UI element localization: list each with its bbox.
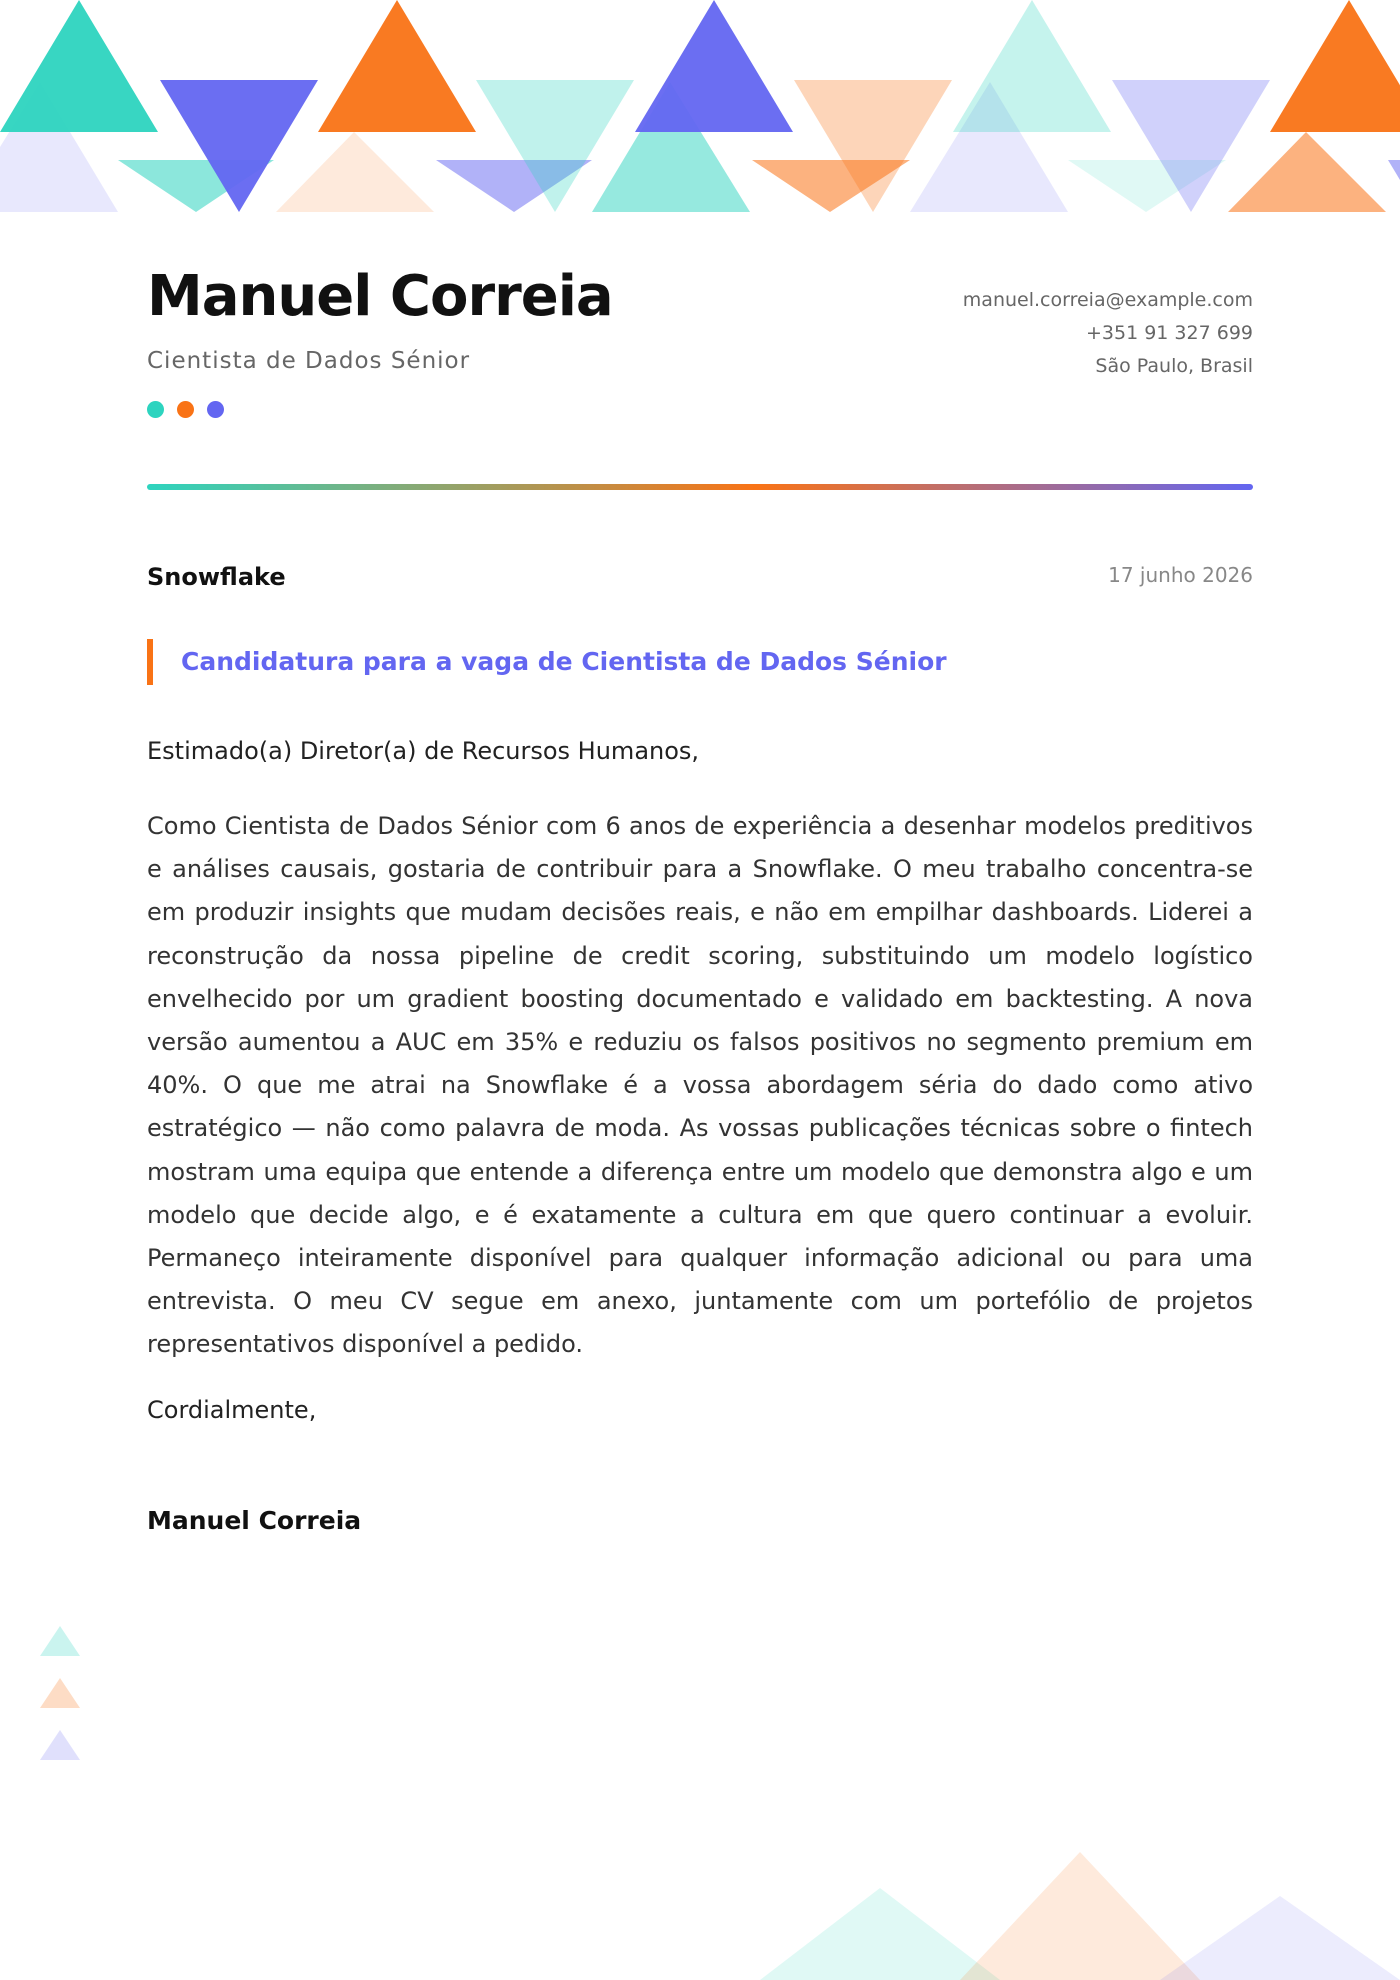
- sender-name: Manuel Correia: [147, 264, 613, 329]
- accent-dots: [147, 401, 224, 418]
- contact-email[interactable]: manuel.correia@example.com: [962, 289, 1253, 311]
- bottom-triangles-decoration: [0, 1840, 1400, 1980]
- letter-body-paragraph: Como Cientista de Dados Sénior com 6 anos de experiência a desenhar modelos preditivos e análises causais, gostaria de contribuir para a Snowflake. O meu trabalho concentra-se em produzir insights que mudam decisões reais, e não em empilhar dashboards. Liderei a reconstrução da nossa pipeline de credit scoring, substituindo um modelo logístico envelhecido por um gradient boosting documentado e validado em backtesting. A nova versão aumentou a AUC em 35% e reduziu os falsos positivos no segmento premium em 40%. O que me atrai na Snowflake é a vossa abordagem séria do dado como ativo estratégico — não como palavra de moda. As vossas publicações técnicas sobre o fintech mostram uma equipa que entende a diferença entre um modelo que demonstra algo e um modelo que decide algo, e é exatamente a cultura em que quero continuar a evoluir. Permaneço inteiramente disponível para qualquer informação adicional ou para uma entrevista. O meu CV segue em anexo, juntamente com um portefólio de projetos representativos disponível a pedido.: [147, 812, 1253, 1359]
- orange-dot-icon: [177, 401, 194, 418]
- teal-dot-icon: [147, 401, 164, 418]
- contact-location: São Paulo, Brasil: [1095, 355, 1253, 377]
- letter-header: [147, 258, 1253, 498]
- recipient-company: Snowflake: [147, 563, 286, 591]
- sender-role: Cientista de Dados Sénior: [147, 348, 471, 374]
- closing: Cordialmente,: [147, 1396, 317, 1424]
- contact-block: [963, 284, 1253, 383]
- subject-line: [147, 639, 1247, 685]
- salutation: Estimado(a) Diretor(a) de Recursos Humanos,: [147, 737, 700, 765]
- subject-text: Candidatura para a vaga de Cientista de Dados Sénior: [181, 647, 947, 676]
- triangle-banner-decoration: [0, 0, 1400, 215]
- gradient-divider: [147, 484, 1253, 490]
- letter-date: 17 junho 2026: [1108, 563, 1253, 587]
- contact-phone[interactable]: +351 91 327 699: [1085, 322, 1253, 344]
- side-triangles-decoration: [38, 1624, 82, 1764]
- indigo-dot-icon: [207, 401, 224, 418]
- signature-name: Manuel Correia: [147, 1506, 362, 1535]
